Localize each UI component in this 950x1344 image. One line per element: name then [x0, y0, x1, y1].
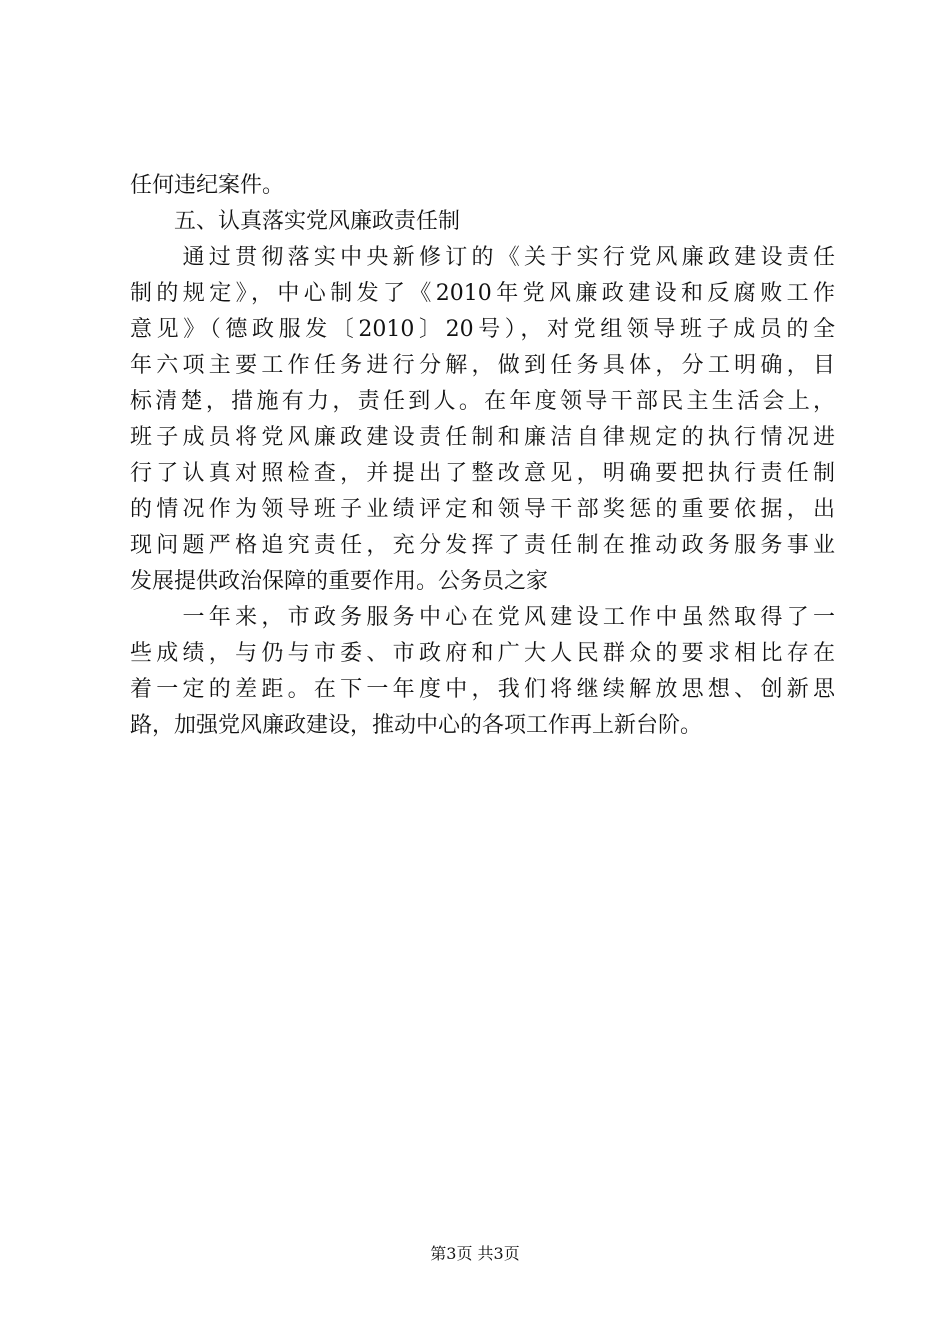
text-line: 年六项主要工作任务进行分解，做到任务具体，分工明确，目	[130, 353, 835, 378]
section-heading: 五、认真落实党风廉政责任制	[130, 209, 461, 234]
text-line: 路，加强党风廉政建设，推动中心的各项工作再上新台阶。	[130, 713, 703, 738]
text-line: 任何违纪案件。	[130, 173, 285, 198]
text-line: 行了认真对照检查，并提出了整改意见，明确要把执行责任制	[130, 461, 835, 486]
text-line: 发展提供政治保障的重要作用。公务员之家	[130, 569, 549, 594]
text-line: 通过贯彻落实中央新修订的《关于实行党风廉政建设责任	[130, 245, 835, 270]
document-body	[130, 168, 835, 744]
text-line: 标清楚，措施有力，责任到人。在年度领导干部民主生活会上，	[130, 389, 835, 414]
text-line: 的情况作为领导班子业绩评定和领导干部奖惩的重要依据，出	[130, 497, 835, 522]
text-line: 班子成员将党风廉政建设责任制和廉洁自律规定的执行情况进	[130, 425, 835, 450]
text-line: 着一定的差距。在下一年度中，我们将继续解放思想、创新思	[130, 677, 835, 702]
page-number-footer: 第3页 共3页	[430, 1244, 520, 1263]
text-line: 些成绩，与仍与市委、市政府和广大人民群众的要求相比存在	[130, 641, 835, 666]
text-line: 制的规定》，中心制发了《2010年党风廉政建设和反腐败工作	[130, 281, 835, 306]
text-line: 意见》（德政服发〔2010〕20号），对党组领导班子成员的全	[130, 317, 835, 342]
text-line: 一年来，市政务服务中心在党风建设工作中虽然取得了一	[130, 605, 835, 630]
text-line: 现问题严格追究责任，充分发挥了责任制在推动政务服务事业	[130, 533, 835, 558]
